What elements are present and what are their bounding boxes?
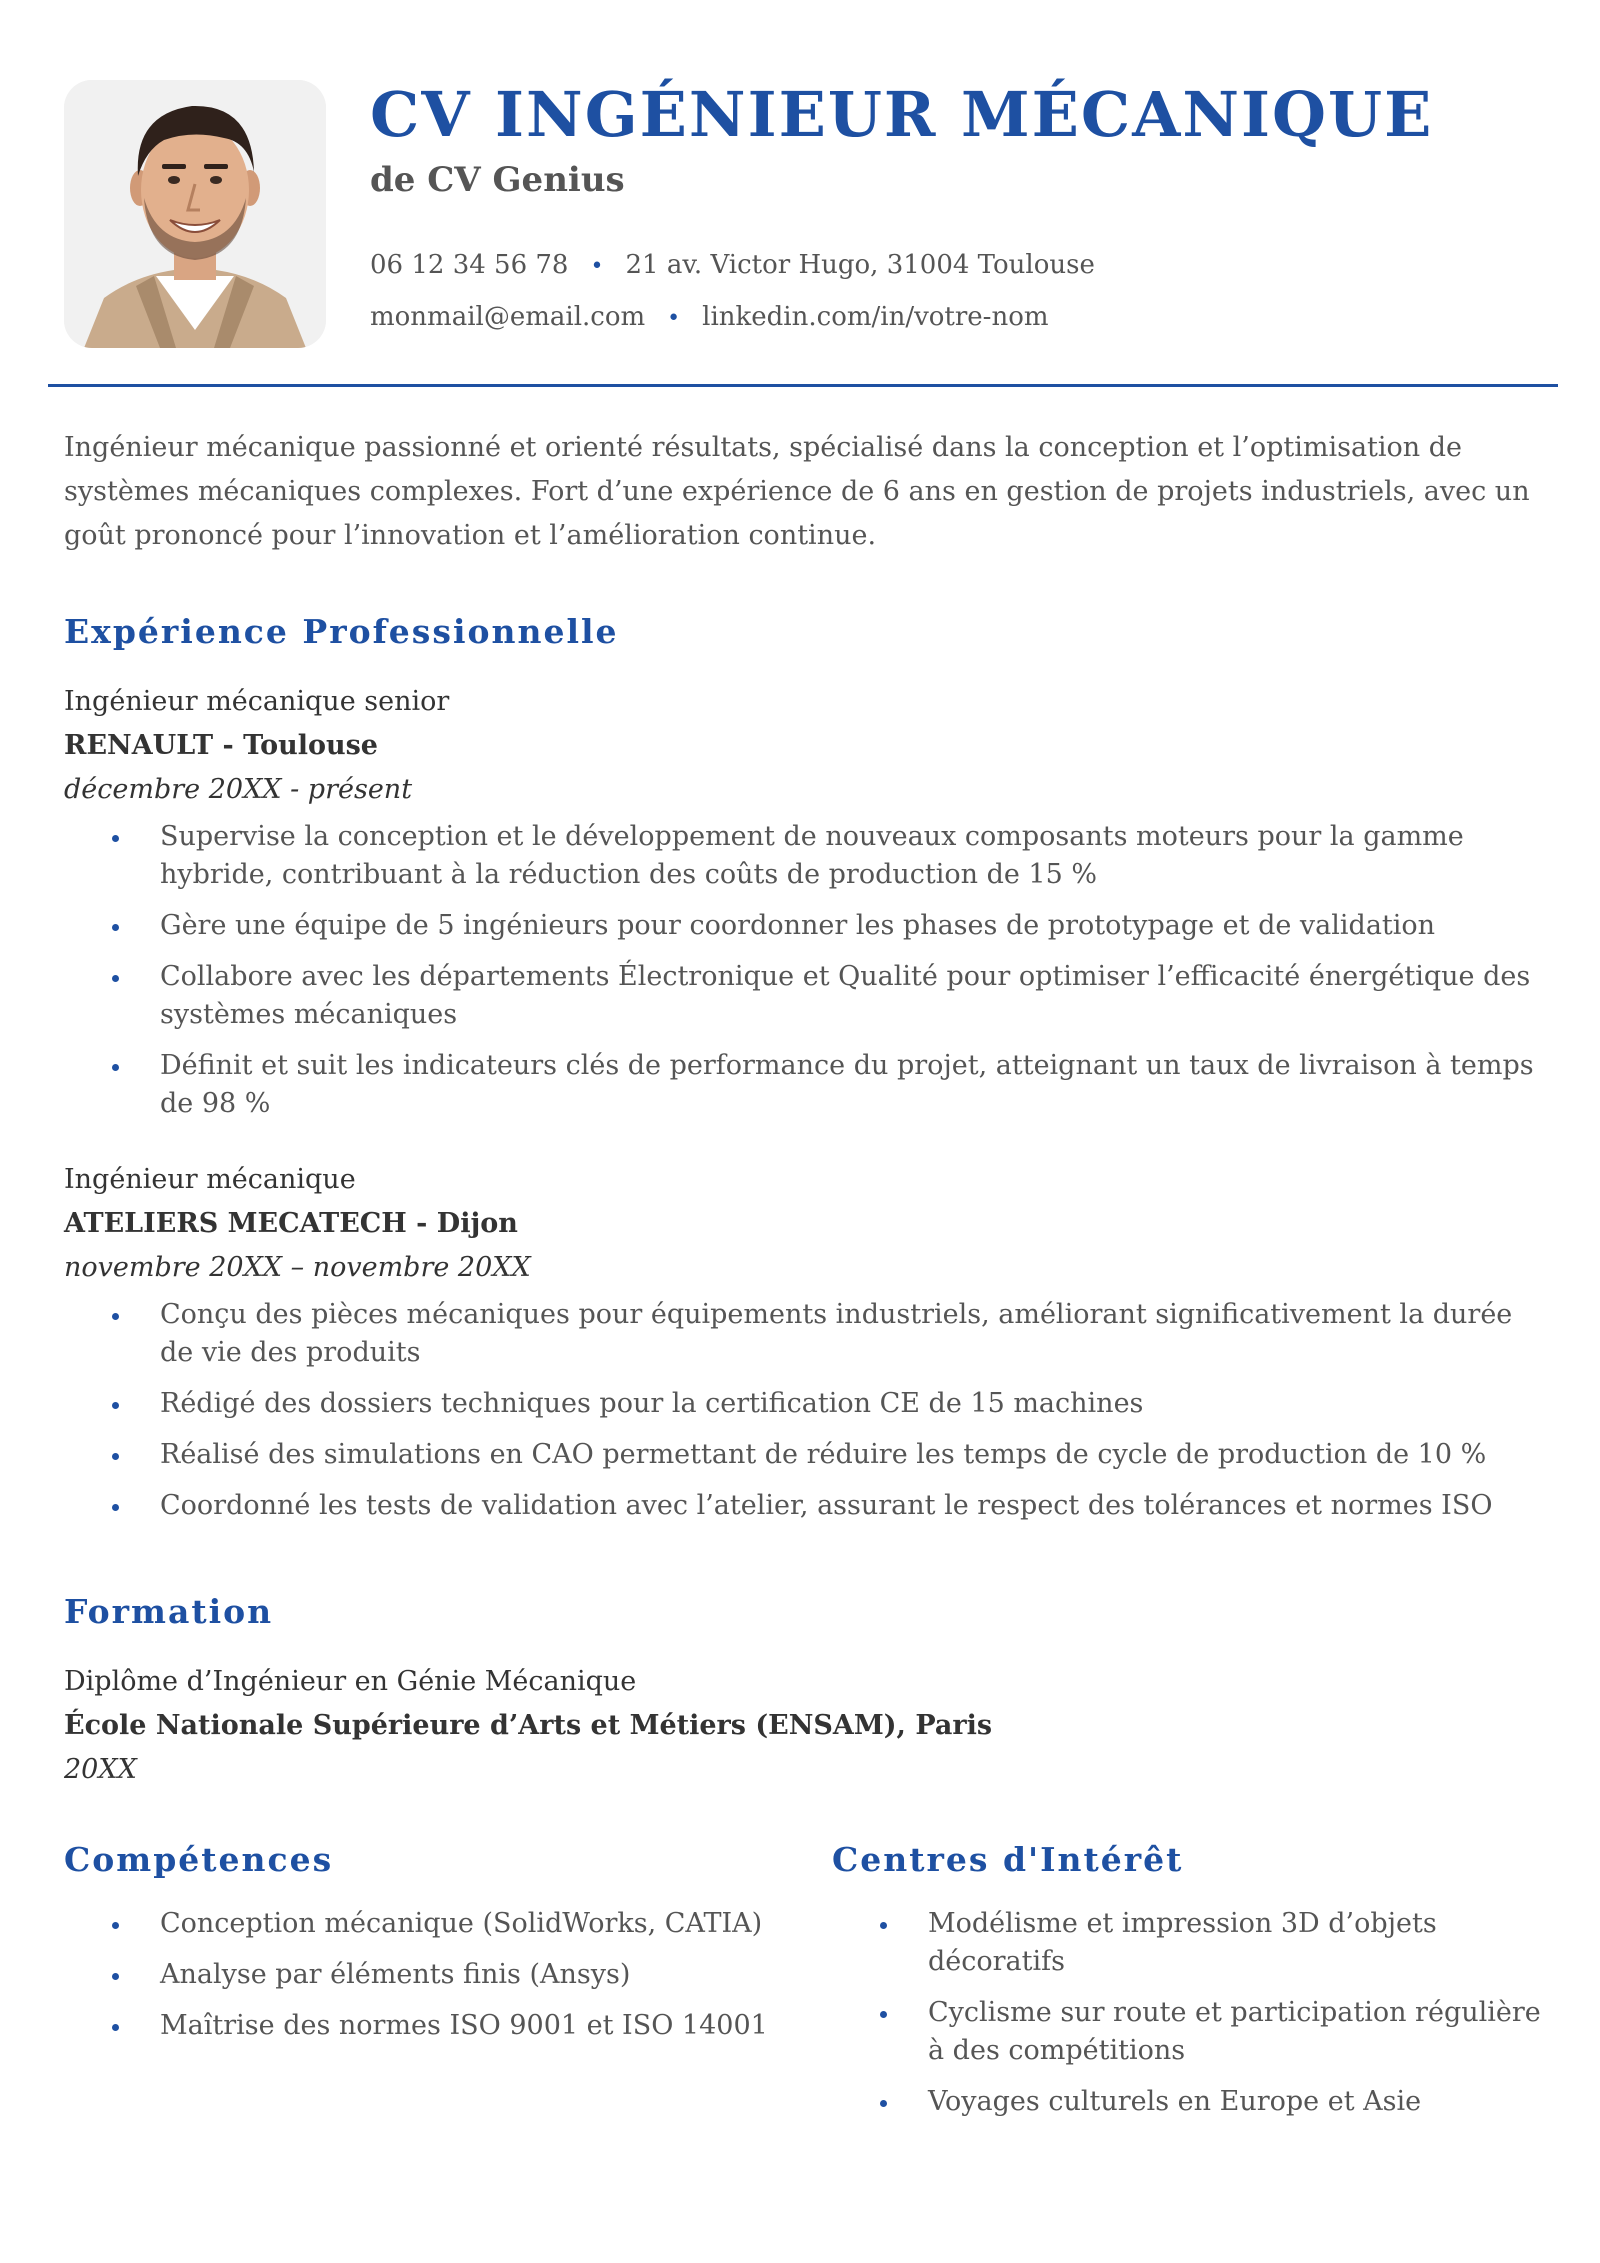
list-item: [64, 907, 1544, 945]
email-address[interactable]: monmail@email.com: [370, 302, 646, 332]
list-item: [832, 1994, 1552, 2070]
list-item: [64, 2007, 804, 2045]
header-divider: [48, 384, 1558, 387]
bullet-dot: [112, 1504, 119, 1511]
bullet-text: Supervise la conception et le développement de nouveaux composants moteurs pour la gamme hybride, contribuant à la réduction des coûts de production de 15 %: [160, 821, 1464, 890]
cv-subtitle: de CV Genius: [370, 160, 625, 200]
profile-photo: [64, 80, 326, 348]
list-item: [64, 1047, 1544, 1123]
bullet-text: Définit et suit les indicateurs clés de performance du projet, atteignant un taux de livraison à temps de 98 %: [160, 1050, 1534, 1119]
bullet-dot: [112, 975, 119, 982]
contact-line-2: [370, 302, 1049, 332]
degree: Diplôme d’Ingénieur en Génie Mécanique: [64, 1666, 637, 1697]
interests-section-title: Centres d'Intérêt: [832, 1840, 1184, 1879]
phone-number: 06 12 34 56 78: [370, 250, 569, 280]
bullet-dot: [880, 1922, 887, 1929]
job-role: Ingénieur mécanique senior: [64, 686, 450, 717]
bullet-text: Collabore avec les départements Électronique et Qualité pour optimiser l’efficacité énergétique des systèmes mécaniques: [160, 961, 1531, 1030]
skills-column: [64, 1840, 804, 2058]
bullet-dot: [112, 2024, 119, 2031]
bullet-dot: [112, 1973, 119, 1980]
bullet-dot: [112, 835, 119, 842]
list-item: [64, 818, 1544, 894]
job-dates: décembre 20XX - présent: [64, 774, 413, 805]
graduation-year: 20XX: [64, 1754, 137, 1785]
bullet-dot: [112, 1453, 119, 1460]
skill-text: Maîtrise des normes ISO 9001 et ISO 14001: [160, 2010, 768, 2041]
skills-section-title: Compétences: [64, 1840, 334, 1879]
list-item: [832, 2083, 1552, 2121]
job-role: Ingénieur mécanique: [64, 1164, 356, 1195]
interest-text: Voyages culturels en Europe et Asie: [928, 2086, 1422, 2117]
education-section-title: Formation: [64, 1592, 274, 1631]
list-item: [832, 1905, 1552, 1981]
list-item: [64, 1385, 1544, 1423]
portrait-illustration: [64, 80, 326, 348]
interest-text: Cyclisme sur route et participation régulière à des compétitions: [928, 1997, 1541, 2066]
profile-summary: Ingénieur mécanique passionné et orienté résultats, spécialisé dans la conception et l’optimisation de systèmes mécaniques complexes. Fort d’une expérience de 6 ans en gestion de projets industriels, avec un goût prononcé pour l’innovation et l’amélioration continue.: [64, 432, 1530, 551]
job-company: RENAULT - Toulouse: [64, 730, 378, 761]
job-entry: [64, 1158, 1544, 1538]
bullet-text: Rédigé des dossiers techniques pour la certification CE de 15 machines: [160, 1388, 1144, 1419]
job-bullets: [64, 818, 1544, 1123]
skill-text: Analyse par éléments finis (Ansys): [160, 1959, 631, 1990]
experience-section-title: Expérience Professionnelle: [64, 612, 619, 651]
interests-column: [832, 1840, 1552, 2134]
bullet-dot: [112, 1313, 119, 1320]
bullet-dot: [112, 1922, 119, 1929]
list-item: [64, 1436, 1544, 1474]
bullet-dot: [112, 1402, 119, 1409]
list-item: [64, 958, 1544, 1034]
bullet-separator: •: [590, 254, 604, 279]
bullet-text: Réalisé des simulations en CAO permettant de réduire les temps de cycle de production de 10 %: [160, 1439, 1487, 1470]
bullet-dot: [112, 924, 119, 931]
interest-text: Modélisme et impression 3D d’objets décoratifs: [928, 1908, 1437, 1977]
job-bullets: [64, 1296, 1544, 1525]
bullet-text: Coordonné les tests de validation avec l’atelier, assurant le respect des tolérances et normes ISO: [160, 1490, 1493, 1521]
job-entry: [64, 680, 1544, 1136]
list-item: [64, 1487, 1544, 1525]
school: École Nationale Supérieure d’Arts et Métiers (ENSAM), Paris: [64, 1710, 993, 1741]
list-item: [64, 1956, 804, 1994]
bullet-separator: •: [667, 306, 681, 331]
bullet-dot: [112, 1064, 119, 1071]
contact-line-1: [370, 250, 1095, 280]
job-dates: novembre 20XX – novembre 20XX: [64, 1252, 531, 1283]
bullet-text: Gère une équipe de 5 ingénieurs pour coordonner les phases de prototypage et de validation: [160, 910, 1436, 941]
skills-list: [64, 1905, 804, 2045]
bullet-dot: [880, 2011, 887, 2018]
skill-text: Conception mécanique (SolidWorks, CATIA): [160, 1908, 763, 1939]
job-company: ATELIERS MECATECH - Dijon: [64, 1208, 518, 1239]
list-item: [64, 1296, 1544, 1372]
cv-title: CV INGÉNIEUR MÉCANIQUE: [370, 78, 1434, 151]
education-entry: [64, 1660, 1544, 1792]
linkedin-url[interactable]: linkedin.com/in/votre-nom: [702, 302, 1049, 332]
list-item: [64, 1905, 804, 1943]
bullet-text: Conçu des pièces mécaniques pour équipements industriels, améliorant significativement la durée de vie des produits: [160, 1299, 1513, 1368]
address: 21 av. Victor Hugo, 31004 Toulouse: [625, 250, 1095, 280]
interests-list: [832, 1905, 1552, 2121]
bullet-dot: [880, 2100, 887, 2107]
